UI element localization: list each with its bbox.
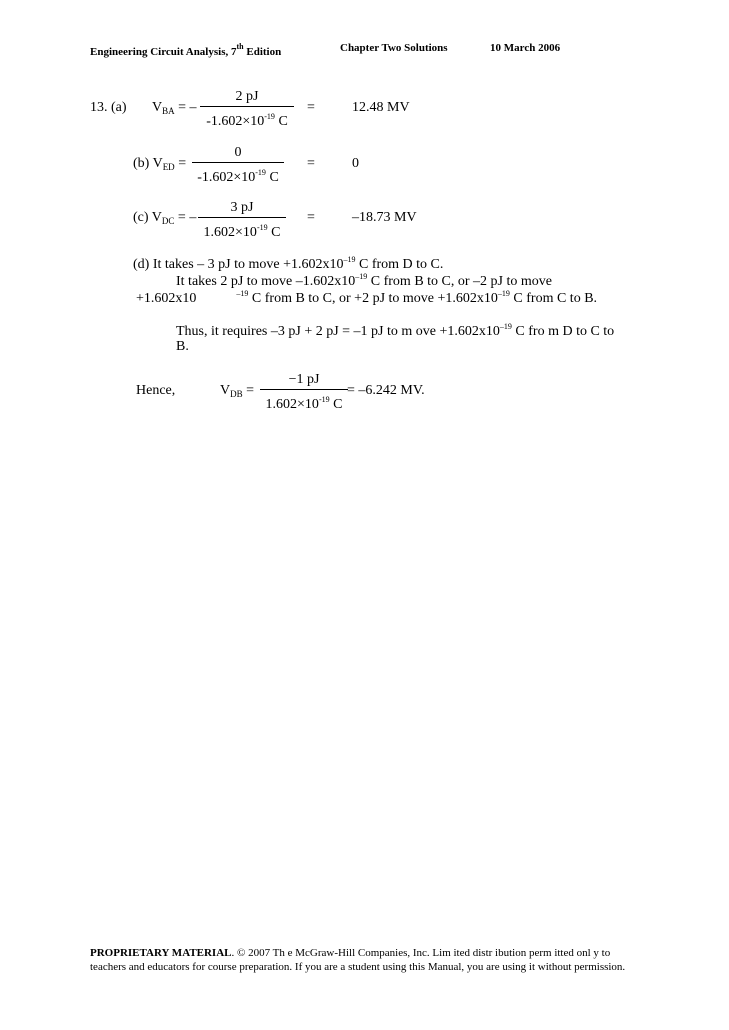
eq-a-result: 12.48 MV	[352, 100, 410, 115]
eq-b-result: 0	[352, 156, 359, 171]
part-d-line3: +1.602x10 $^{-19}$ C from B to C, or +2 pJ to move $+1.602x10^{-19}$ C from C to B.	[136, 289, 598, 306]
hence-numerator: −1 pJ	[288, 372, 320, 387]
fraction-bar	[198, 217, 286, 218]
eq-b-numerator: 0	[234, 145, 242, 160]
eq-b-denominator: $-1.602\times 10^{-19}$ C	[197, 168, 279, 185]
eq-a-lhs: $V_{BA}$ = –	[152, 100, 197, 116]
eq-a-numerator: 2 pJ	[235, 89, 259, 104]
header-chapter: Chapter Two Solutions	[340, 42, 448, 54]
eq-c-lhs: (c) $V_{DC}$ = –	[133, 210, 197, 226]
header-date: 10 March 2006	[490, 42, 561, 54]
hence-lhs: $V_{DB}$ =	[220, 383, 255, 399]
eq-a-equals: =	[307, 100, 315, 115]
part-d-line4: Thus, it requires –3 pJ + 2 pJ = –1 pJ to m ove $+1.602x10^{-19}$ C fro m D to C to	[176, 322, 615, 339]
eq-b-equals: =	[307, 156, 315, 171]
eq-c-denominator: $1.602\times 10^{-19}$ C	[203, 223, 281, 240]
eq-c-equals: =	[307, 210, 315, 225]
eq-c-result: –18.73 MV	[352, 210, 417, 225]
eq-a-fraction	[200, 89, 294, 130]
hence-fraction	[260, 372, 348, 413]
hence-label: Hence,	[136, 383, 176, 398]
footer-line1: PROPRIETARY MATERIAL. © 2007 Th e McGraw-Hill Companies, Inc. Lim ited distr ibution perm itted onl y to	[90, 947, 611, 959]
fraction-bar	[192, 162, 284, 163]
eq-c-fraction	[198, 200, 286, 241]
part-d-line1: (d) It takes – 3 pJ to move $+1.602x10^{-19}$ C from D to C.	[133, 255, 444, 272]
eq-a-denominator: $-1.602\times 10^{-19}$ C	[206, 112, 288, 129]
part-d-line5: B.	[176, 339, 189, 354]
hence-denominator: $1.602\times 10^{-19}$ C	[265, 395, 343, 412]
eq-c-numerator: 3 pJ	[230, 200, 254, 215]
fraction-bar	[260, 389, 348, 390]
hence-result: = –6.242 MV.	[347, 383, 425, 398]
header-book-title: Engineering Circuit Analysis, 7th Edition	[90, 42, 282, 58]
problem-number: 13. (a)	[90, 100, 127, 115]
fraction-bar	[200, 106, 294, 107]
eq-b-fraction	[192, 145, 284, 186]
footer-line2: teachers and educators for course preparation. If you are a student using this Manual, you are using it without permission.	[90, 961, 626, 973]
part-d-line2: It takes 2 pJ to move $-1.602x10^{-19}$ C from B to C, or –2 pJ to move	[176, 272, 552, 289]
eq-b-lhs: (b) $V_{ED}$ =	[133, 156, 187, 172]
